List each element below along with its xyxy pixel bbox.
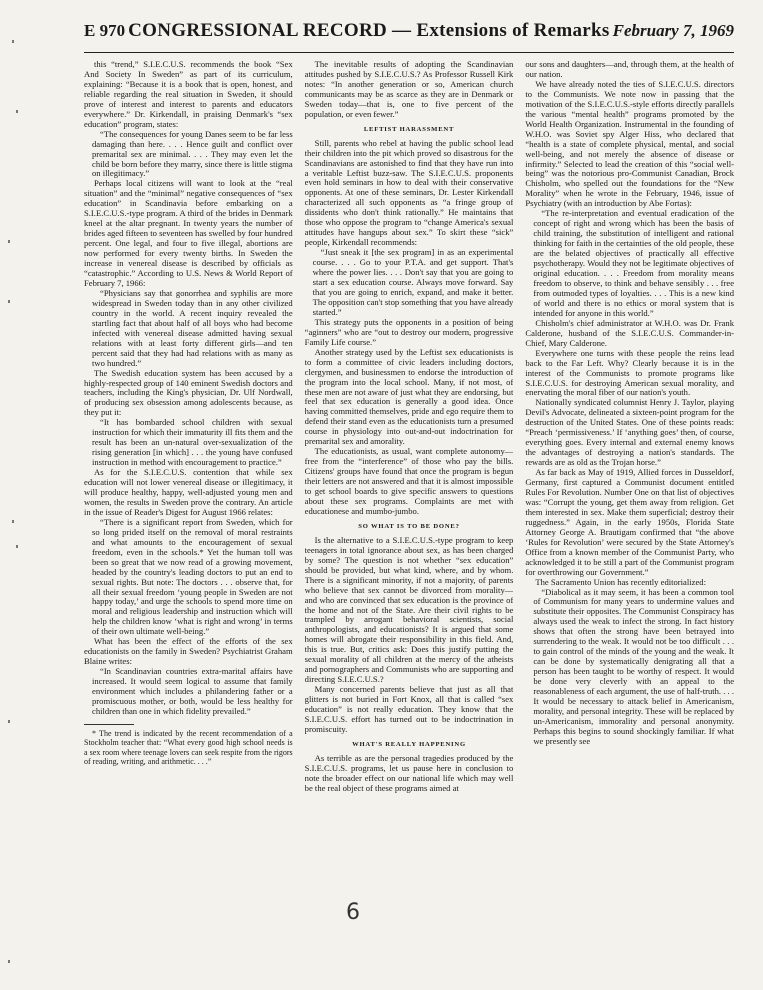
column-1 — [84, 60, 293, 958]
paragraph: As for the S.I.E.C.U.S. contention that while sex education will not lower venereal disease or illegitimacy, it will produce healthy, happy, well-adjusted young men and women, the results in Sweden prove the contrary. An article in the issue of Reader's Digest for August 1966 relates: — [84, 467, 293, 517]
scan-mark — [16, 545, 18, 548]
scan-mark — [8, 720, 10, 723]
text-columns — [84, 60, 734, 958]
paragraph: As terrible as are the personal tragedies produced by the S.I.E.C.U.S. programs, let us pause here in conclusion to note the broader effect on our national life which may well be the real object of these programs aimed at — [304, 752, 514, 793]
paragraph: As far back as May of 1919, Allied forces in Dusseldorf, Germany, first captured a Communist document entitled Rules For Revolution. Number One on that list of objectives was: “Corrupt the young, get them away from religion. Get them interested in sex. Make them superficial; destroy their ruggedness.” Again, in the early 1950s, Florida State Attorney George A. Brautigam confirmed that “the above ‘Rules for Revolution’ were secured by the State Attorney's Office from a known member of the Communist Party, who acknowledged it to be still a part of the Communist program for overthrowing our Government.” — [525, 467, 735, 577]
footnote — [84, 729, 293, 767]
paragraph: The inevitable results of adopting the Scandinavian attitudes pushed by S.I.E.C.U.S.? As Professor Russell Kirk notes: “In another generation or so, American church communicants may be as scarce as they are in Denmark or Sweden today—that is, one to five percent of the population, or even fewer.” — [304, 60, 514, 119]
page-number: E 970 — [84, 21, 126, 40]
page-header — [84, 20, 734, 53]
paragraph: Still, parents who rebel at having the public school lead their children into the pit which proved so disastrous for the Scandinavians are astonished to find that they have run into a veritable Leftist buzz-saw. The S.I.E.C.U.S. proponents even hold seminars in how to deal with their conservative opponents. At one of these seminars, Dr. Lester Kirkendall characterized all such opponents as “a fringe group of dissidents who don't think rationally.” He maintains that those who oppose the program to “change America's sexual attitudes have hangups about sex.” To skirt these “sick” people, Kirkendall recommends: — [304, 137, 514, 248]
paragraph: The educationists, as usual, want complete autonomy—free from the “interference” of those who pay the bills. Citizens' groups have found that once the program is begun their letters are not answered and that it is almost impossible to get school boards to give specific answers to questions about these sex programs. Complaints are met with educationese and mumbo-jumbo. — [304, 446, 514, 516]
paragraph: Another strategy used by the Leftist sex educationists is to form a committee of civic leaders including doctors, clergymen, and businessmen to endorse the introduction of the program into the local school. Many, if not most, of these men are not aware of just what they are endorsing, but feel that sex education is generally a good idea. Once having committed themselves, pride and ego require them to defend their stand even as the educationists turn a presumed course in physiology into out-and-out indoctrination for premarital sex and amorality. — [304, 346, 514, 447]
section-heading: SO WHAT IS TO BE DONE? — [358, 522, 460, 530]
quoted-paragraph: “Physicians say that gonorrhea and syphilis are more widespread in Sweden today than in any other civilized country in the world. A recent inquiry revealed the startling fact that about half of all boys who had become infected with venereal disease admitted having sexual relations with at least forty different girls—and ten percent said that they had had relations with as many as two hundred.” — [92, 287, 293, 368]
paragraph: Chisholm's chief administrator at W.H.O. was Dr. Frank Calderone, husband of the S.I.E.C.U.S. Commander-in-Chief, Mary Calderone. — [525, 317, 735, 348]
scan-mark — [12, 40, 14, 43]
quoted-paragraph: “Just sneak it [the sex program] in as an experimental course. . . . Go to your P.T.A. and get support. That's where the power lies. . . . Don't say that you are going to start a sex education course. Always move forward. Say that you are going to enrich, expand, and make it better. The opposition can't stop something that you have already started.” — [312, 247, 514, 317]
quoted-paragraph: “Diabolical as it may seem, it has been a common tool of Communism for many years to undermine values and substitute their opposites. The Communist Conspiracy has always used the weak to infect the strong. In fact history shows that often the strong have been betrayed into surrendering to the weak. It would not be too difficult . . . to gain control of the minds of the young and the weak. It can be done by systematically denigrating all that a person has been taught to be worthy of respect. It would be done very cleverly with an appeal to the reasonableness of each argument, the use of half-truth. . . . It would be necessary to attack belief in Americanism, morality, and personal integrity. These will be replaced by un-Americanism, immorality and personal anonymity. Perhaps this begins to sound shockingly familiar. If what we presently see — [533, 586, 735, 746]
paragraph: Many concerned parents believe that just as all that glitters is not buried in Fort Knox, all that is called “sex education” is not really education. They know that the S.I.E.C.U.S. effort has turned out to be indoctrination in promiscuity. — [304, 684, 514, 734]
paragraph: this “trend,” S.I.E.C.U.S. recommends the book “Sex And Society In Sweden” as part of its curriculum, explaining: “Because it is a book that is open, honest, and reliable regarding the real situation in Sweden, it should prove of interest and interest to parents and educators everywhere.” Dr. Kirkendall, in praising Denmark's “sex education” program, states: — [84, 60, 293, 129]
scan-mark — [8, 240, 10, 243]
scan-mark — [16, 110, 18, 113]
quoted-paragraph: “There is a significant report from Sweden, which for so long prided itself on the removal of moral restraints and what amounts to the encouragement of sexual freedom, even in the schools.* Yet the human toll was been so great that we now read of a growing movement, headed by the country's leading doctors to put an end to sexual rights. But note: The doctors . . . observe that, for all their sexual freedom ‘young people in Sweden are not happy today,’ and urge the schools to spend more time on moral and religious leadership and instruction which will help the children know ‘what is right and wrong’ in terms of their own ultimate well-being.” — [92, 516, 293, 637]
issue-date: February 7, 1969 — [612, 21, 734, 40]
quoted-paragraph: “In Scandinavian countries extra-marital affairs have increased. It would seem logical to assume that family environment which includes a philandering father or a promiscuous mother, or both, would be less healthy for children than one in which fidelity prevailed.” — [92, 666, 293, 716]
paragraph: What has been the effect of the efforts of the sex educationists on the family in Sweden? Psychiatrist Graham Blaine writes: — [84, 636, 293, 667]
paragraph: Everywhere one turns with these people the reins lead back to the Far Left. Why? Clearly because it is in the interest of the Communists to promote programs like S.I.E.C.U.S. for destroying American sexual morality, and enervating the moral fiber of our nation's youth. — [525, 347, 735, 398]
paragraph: The Swedish education system has been accused by a highly-respected group of 140 eminent Swedish doctors and teachers, including the King's physician, Dr. Ulf Nordwall, of producing sex obsession among adolescents because, as they put it: — [84, 367, 293, 418]
paragraph: Nationally syndicated columnist Henry J. Taylor, playing Devil's Advocate, delineated a sixteen-point program for the destruction of the United States. One of these points reads: “Preach ‘permissiveness.’ If ‘anything goes’ then, of course, everything goes. Every internal and external enemy knows the advantages of destroying a nation's standards. The rewards are as old as the Trojan horse.” — [525, 397, 735, 468]
scan-mark — [8, 300, 10, 303]
quoted-paragraph: “The consequences for young Danes seem to be far less damaging than here. . . . Hence guilt and conflict over premarital sex are minimal. . . . They may even let the child be born before they marry, since there is little stigma on illegitimacy.” — [92, 128, 293, 179]
paragraph: The Sacramento Union has recently editorialized: — [535, 576, 706, 587]
scan-mark — [8, 960, 10, 963]
footnote-text: * The trend is indicated by the recent recommendation of a Stockholm teacher that: “What every good high school needs is a sex room where teenage lovers can seek respite from the rigors of reading, writing, and arithmetic. . . .” — [84, 728, 293, 767]
column-3 — [525, 60, 734, 958]
scan-edge-marks — [8, 0, 38, 990]
column-2 — [305, 60, 514, 958]
quoted-paragraph: “The re-interpretation and eventual eradication of the concept of right and wrong which has been the basis of child training, the substitution of intelligent and rational thinking for faith in the certainties of the old people, these are the belated objectives of practically all effective psychotherapy. Would they not be legitimate objectives of original education. . . . Freedom from morality means freedom to observe, to think and behave sensibly . . . free from outmoded types of loyalties. . . . This is a new kind of world and there is no ethics or moral system that is intended for anyone in this world.” — [533, 208, 735, 318]
scan-mark — [12, 520, 14, 523]
paragraph: This strategy puts the opponents in a position of being “aginners” who are “out to destroy our modern, progressive Family Life course.” — [304, 316, 514, 347]
footnote-divider — [84, 724, 134, 725]
paragraph: our sons and daughters—and, through them, at the health of our nation. — [525, 60, 735, 79]
quoted-paragraph: “It has bombarded school children with sexual instruction for which their immaturity ill fits them and the result has been an un-natural over-sexualization of the rising generation [in which] . . . the young have confused instruction in method with encouragement to practice.” — [92, 417, 293, 468]
section-heading: WHAT'S REALLY HAPPENING — [352, 740, 466, 748]
paragraph: Is the alternative to a S.I.E.C.U.S.-type program to keep teenagers in total ignorance about sex, as has been charged by some? The question is not whether “sex education” should be provided, but what kind, where, and by whom. There is a significant minority, if not a majority, of parents who believe that sex cannot be divorced from morality—and who are convinced that sex education is the province of the home and not of the State. Are their civil rights to be trampled by arrogant behavioral scientists, social anthropologists, and educationists? It is argued that some homes will abrogate their responsibility in this field. And, this is true. But, critics ask: Does this justify putting the sexual morality of all children at the mercy of the atheists and pornographers and Communists who are supporting and directing S.I.E.C.U.S.? — [304, 534, 514, 685]
paragraph: Perhaps local citizens will want to look at the “real situation” and the “minimal” negative consequences of “sex education” in Scandinavia before embarking on a S.I.E.C.U.S.-type program. A third of the brides in Denmark kneel at the altar pregnant. In twenty years the number of brides aged fifteen to seventeen has swelled by four hundred percent. One legal, and four to five illegal, abortions are now performed for every twenty births. In Sweden the increase in venereal disease is described by officials as “catastrophic.” According to U.S. News & World Report of February 7, 1966: — [84, 178, 293, 288]
paragraph: We have already noted the ties of S.I.E.C.U.S. directors to the Communists. We note now in passing that the motivation of the S.I.E.C.U.S.-style efforts directly parallels the various “mental health” programs promoted by the World Health Organization. Instrumental in the founding of W.H.O. was Soviet spy Alger Hiss, who declared that “health is a state of complete physical, mental, and social well-being, and not merely the absence of disease or infirmity.” Selected to lead the creation of this “social well-being” was the notorious pro-Communist Canadian, Brock Chisholm, who spelled out the foundations for the “New Morality” when he wrote in the February, 1946, issue of Psychiatry (with an introduction by Abe Fortas): — [525, 78, 735, 209]
section-heading: LEFTIST HARASSMENT — [363, 125, 455, 133]
handwritten-mark: 6 — [346, 900, 360, 925]
publication-title: CONGRESSIONAL RECORD — Extensions of Remarks — [128, 20, 610, 41]
